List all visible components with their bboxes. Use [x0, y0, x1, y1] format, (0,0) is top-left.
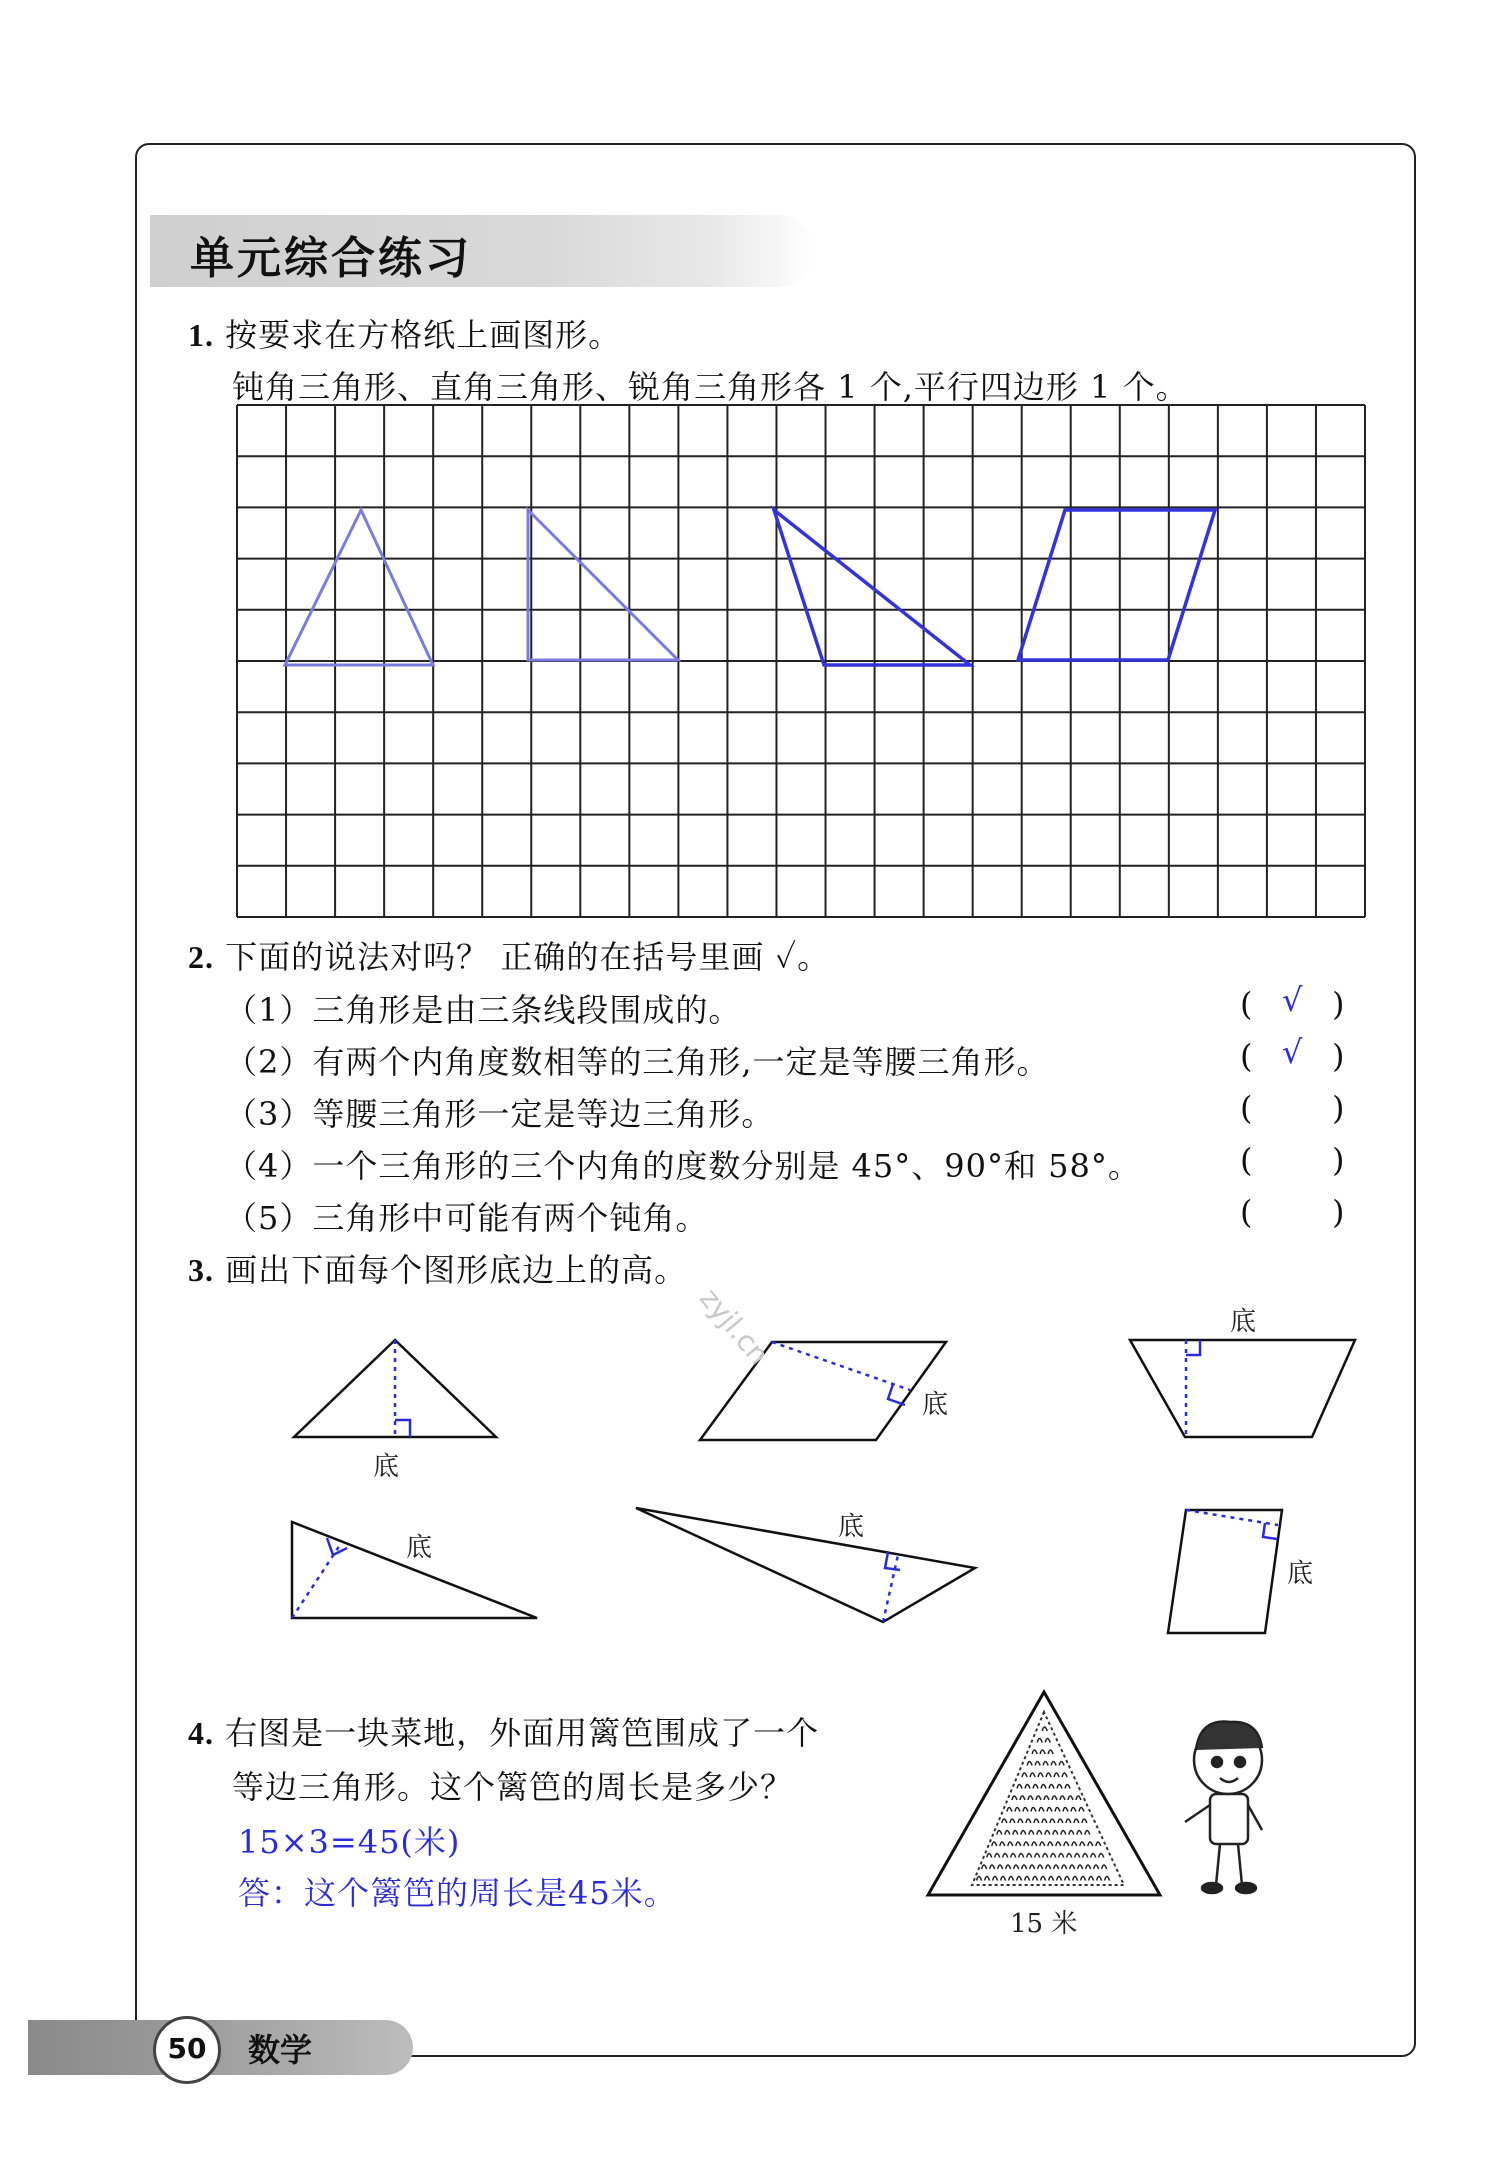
obtuse-triangle-drawing [774, 510, 970, 665]
right-triangle-drawing [528, 510, 678, 660]
crop-mark [1001, 1877, 1006, 1881]
crop-mark [1036, 1796, 1041, 1800]
crop-mark [1017, 1877, 1022, 1881]
crop-mark [1023, 1808, 1028, 1812]
crop-mark [1026, 1819, 1031, 1823]
q1-prompt: 按要求在方格纸上画图形。 [225, 316, 622, 354]
crop-mark [1080, 1842, 1085, 1846]
q3-triangle-1 [294, 1340, 496, 1437]
answer-paren-close: ) [1332, 1089, 1345, 1127]
q4-answer-text: 答：这个篱笆的周长是45米。 [238, 1874, 677, 1912]
page-number: 50 [153, 2016, 221, 2084]
crop-mark [1054, 1773, 1059, 1777]
crop-mark [1028, 1796, 1033, 1800]
crop-mark [1097, 1877, 1102, 1881]
crop-mark [1051, 1854, 1056, 1858]
watermark: zyjl.cn [693, 1281, 776, 1372]
crop-mark [1057, 1785, 1062, 1789]
answer-paren-close: ) [1332, 1193, 1345, 1231]
crop-mark [1022, 1865, 1027, 1869]
crop-mark [1089, 1877, 1094, 1881]
crop-mark [1102, 1865, 1107, 1869]
crop-mark [1048, 1750, 1053, 1754]
crop-mark [1042, 1727, 1047, 1731]
q3-base-label-6: 底 [1287, 1559, 1314, 1589]
crop-mark [1082, 1819, 1087, 1823]
q3-obtuse-triangle [636, 1508, 975, 1622]
crop-mark [1013, 1831, 1018, 1835]
crop-mark [1059, 1762, 1064, 1766]
crop-mark [1045, 1739, 1050, 1743]
crop-mark [1068, 1796, 1073, 1800]
crop-mark [1060, 1796, 1065, 1800]
q1-number: 1. [188, 317, 214, 353]
crop-mark [1058, 1819, 1063, 1823]
crop-mark [1057, 1877, 1062, 1881]
crop-mark [1064, 1842, 1069, 1846]
q4-prompt-1: 右图是一块菜地，外面用篱笆围成了一个 [225, 1714, 820, 1752]
crop-mark [1045, 1831, 1050, 1835]
crop-mark [1040, 1750, 1045, 1754]
crop-mark [1067, 1854, 1072, 1858]
acute-triangle-drawing [285, 510, 433, 665]
crop-mark [1008, 1842, 1013, 1846]
crop-mark [998, 1865, 1003, 1869]
q2-statement: （4）一个三角形的三个内角的度数分别是 45°、90°和 58°。 [225, 1147, 1141, 1185]
crop-mark [992, 1842, 997, 1846]
answer-paren-close: ) [1332, 1037, 1345, 1075]
q4-answer-calc: 15×3=45(米) [238, 1823, 461, 1861]
answer-slot[interactable]: √ [1282, 1033, 1303, 1071]
crop-mark [1072, 1842, 1077, 1846]
crop-mark [1032, 1842, 1037, 1846]
answer-paren-open: ( [1240, 1193, 1253, 1231]
answer-paren-open: ( [1240, 1089, 1253, 1127]
crop-mark [1020, 1796, 1025, 1800]
crop-mark [1012, 1796, 1017, 1800]
crop-mark [1018, 1819, 1023, 1823]
crop-mark [1094, 1865, 1099, 1869]
section-title: 单元综合练习 [190, 233, 472, 284]
q3-base-label-4: 底 [406, 1533, 433, 1563]
q2-statement: （1）三角形是由三条线段围成的。 [225, 991, 742, 1029]
crop-mark [1066, 1819, 1071, 1823]
crop-mark [1065, 1785, 1070, 1789]
q2-line [188, 932, 830, 978]
crop-mark [995, 1854, 1000, 1858]
crop-mark [1063, 1808, 1068, 1812]
crop-mark [1005, 1831, 1010, 1835]
crop-mark [1030, 1773, 1035, 1777]
crop-mark [1037, 1739, 1042, 1743]
q3-trapezoid [1130, 1340, 1355, 1437]
boy-illustration [1185, 1722, 1262, 1893]
crop-mark [1046, 1773, 1051, 1777]
crop-mark [1081, 1877, 1086, 1881]
crop-mark [1091, 1854, 1096, 1858]
crop-mark [1053, 1831, 1058, 1835]
crop-mark [1015, 1808, 1020, 1812]
answer-paren-open: ( [1240, 1037, 1253, 1075]
crop-mark [1088, 1842, 1093, 1846]
crop-mark [1050, 1819, 1055, 1823]
crop-mark [990, 1865, 995, 1869]
crop-mark [1021, 1831, 1026, 1835]
crop-mark [1044, 1796, 1049, 1800]
crop-mark [1079, 1808, 1084, 1812]
q3-base-label-2: 底 [922, 1390, 949, 1420]
crop-mark [1011, 1854, 1016, 1858]
crop-mark [1083, 1854, 1088, 1858]
crop-mark [1035, 1854, 1040, 1858]
crop-mark [1042, 1819, 1047, 1823]
crop-mark [1019, 1854, 1024, 1858]
crop-mark [985, 1877, 990, 1881]
crop-mark [1065, 1877, 1070, 1881]
crop-mark [1025, 1785, 1030, 1789]
q2-statement: （3）等腰三角形一定是等边三角形。 [225, 1095, 775, 1133]
q3-line [188, 1245, 687, 1291]
crop-mark [1096, 1842, 1101, 1846]
crop-mark [1099, 1854, 1104, 1858]
crop-mark [1007, 1808, 1012, 1812]
q3-parallelogram-2 [1168, 1510, 1282, 1633]
square-grid [237, 405, 1365, 917]
crop-mark [1037, 1831, 1042, 1835]
crop-mark [1055, 1808, 1060, 1812]
crop-mark [1031, 1808, 1036, 1812]
crop-mark [1071, 1808, 1076, 1812]
answer-paren-open: ( [1240, 1141, 1253, 1179]
crop-mark [1073, 1877, 1078, 1881]
crop-mark [1047, 1808, 1052, 1812]
crop-mark [987, 1854, 992, 1858]
crop-mark [1027, 1854, 1032, 1858]
crop-mark [1059, 1854, 1064, 1858]
crop-mark [1062, 1773, 1067, 1777]
vegetable-field-triangle [928, 1692, 1160, 1895]
crop-mark [1006, 1865, 1011, 1869]
q3-prompt: 画出下面每个图形底边上的高。 [225, 1251, 688, 1289]
crop-mark [1030, 1865, 1035, 1869]
q2-prompt: 下面的说法对吗？ 正确的在括号里画 ✓。 [225, 938, 831, 976]
crop-mark [1048, 1842, 1053, 1846]
crop-mark [993, 1877, 998, 1881]
subject-label: 数学 [248, 2031, 313, 2069]
q4-line-1 [188, 1708, 819, 1754]
q4-prompt-2: 等边三角形。这个篱笆的周长是多少？ [232, 1768, 794, 1806]
answer-paren-close: ) [1332, 985, 1345, 1023]
crop-mark [1086, 1865, 1091, 1869]
q3-base-label-3: 底 [1230, 1307, 1257, 1337]
crop-mark [1043, 1854, 1048, 1858]
crop-mark [1070, 1865, 1075, 1869]
parallelogram-drawing [1018, 510, 1215, 660]
crop-mark [1000, 1842, 1005, 1846]
crop-mark [1035, 1762, 1040, 1766]
side-length-label: 15 米 [1010, 1909, 1078, 1939]
crop-mark [1027, 1762, 1032, 1766]
crop-mark [1024, 1842, 1029, 1846]
crop-mark [1034, 1819, 1039, 1823]
q3-base-label-5: 底 [838, 1512, 865, 1542]
q1-detail: 钝角三角形、直角三角形、锐角三角形各 1 个,平行四边形 1 个。 [232, 368, 1189, 406]
crop-mark [1010, 1819, 1015, 1823]
q4-number: 4. [188, 1715, 214, 1751]
q3-number: 3. [188, 1252, 214, 1288]
crop-mark [1033, 1785, 1038, 1789]
crop-mark [1075, 1854, 1080, 1858]
crop-mark [1009, 1877, 1014, 1881]
crop-mark [1046, 1865, 1051, 1869]
crop-mark [1043, 1762, 1048, 1766]
crop-mark [1003, 1854, 1008, 1858]
crop-mark [1029, 1831, 1034, 1835]
answer-paren-close: ) [1332, 1141, 1345, 1179]
crop-mark [1051, 1762, 1056, 1766]
q3-parallelogram-1 [700, 1342, 949, 1440]
crop-mark [1025, 1877, 1030, 1881]
crop-mark [1002, 1819, 1007, 1823]
q2-statement: （5）三角形中可能有两个钝角。 [225, 1199, 709, 1237]
crop-mark [1078, 1865, 1083, 1869]
crop-mark [1069, 1831, 1074, 1835]
crop-mark [1032, 1750, 1037, 1754]
crop-mark [1054, 1865, 1059, 1869]
crop-mark [1085, 1831, 1090, 1835]
crop-mark [1038, 1773, 1043, 1777]
crop-mark [1049, 1785, 1054, 1789]
crop-mark [1041, 1877, 1046, 1881]
crop-mark [1062, 1865, 1067, 1869]
q2-number: 2. [188, 939, 214, 975]
crop-mark [1074, 1819, 1079, 1823]
crop-mark [1014, 1865, 1019, 1869]
crop-mark [997, 1831, 1002, 1835]
crop-mark [1056, 1842, 1061, 1846]
q2-statement: （2）有两个内角度数相等的三角形,一定是等腰三角形。 [225, 1043, 1050, 1081]
crop-mark [1038, 1865, 1043, 1869]
crop-mark [1105, 1877, 1110, 1881]
crop-mark [982, 1865, 987, 1869]
crop-mark [1039, 1808, 1044, 1812]
crop-mark [1033, 1877, 1038, 1881]
crop-mark [1061, 1831, 1066, 1835]
answer-slot[interactable]: √ [1282, 981, 1303, 1019]
crop-mark [1016, 1842, 1021, 1846]
crop-mark [1017, 1785, 1022, 1789]
answer-paren-open: ( [1240, 985, 1253, 1023]
crop-mark [1022, 1773, 1027, 1777]
crop-mark [977, 1877, 982, 1881]
q3-base-label-1: 底 [373, 1452, 400, 1482]
crop-mark [1049, 1877, 1054, 1881]
crop-mark [1052, 1796, 1057, 1800]
crop-mark [1077, 1831, 1082, 1835]
crop-mark [1041, 1785, 1046, 1789]
crop-mark [1076, 1796, 1081, 1800]
crop-mark [1040, 1842, 1045, 1846]
